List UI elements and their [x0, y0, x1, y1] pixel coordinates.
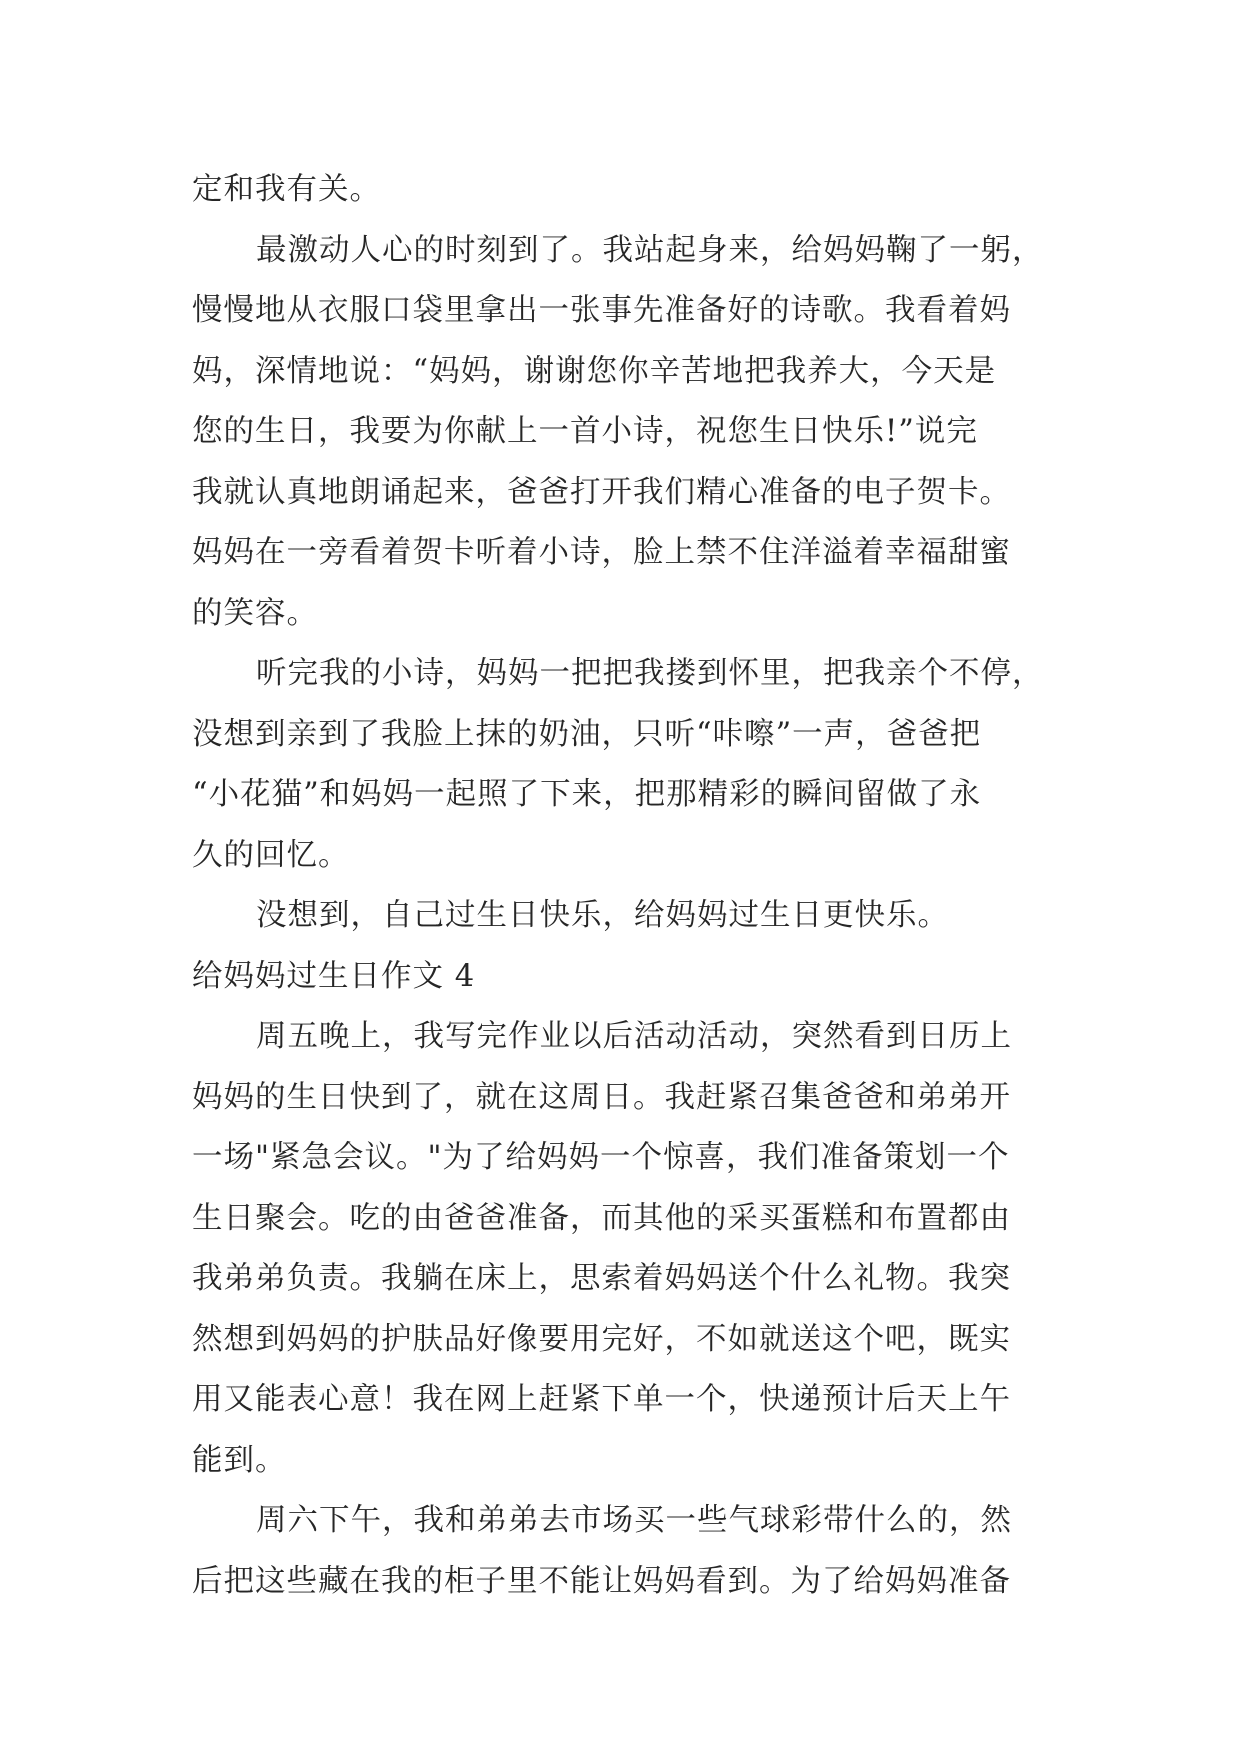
text-line: 妈，深情地说：“妈妈，谢谢您你辛苦地把我养大，今天是 — [192, 353, 997, 389]
text-line: 用又能表心意！我在网上赶紧下单一个，快递预计后天上午 — [192, 1382, 1011, 1417]
paragraph-start: 周五晚上，我写完作业以后活动活动，突然看到日历上 — [256, 1019, 1012, 1054]
text-line: 慢慢地从衣服口袋里拿出一张事先准备好的诗歌。我看着妈 — [192, 293, 1011, 328]
text-line: 的笑容。 — [192, 595, 318, 631]
section-heading: 给妈妈过生日作文 4 — [192, 958, 476, 994]
text-line: 久的回忆。 — [192, 837, 350, 873]
text-line: 没想到亲到了我脸上抹的奶油，只听“咔嚓”一声，爸爸把 — [192, 716, 982, 752]
text-line: 能到。 — [192, 1442, 287, 1478]
paragraph-start: 周六下午，我和弟弟去市场买一些气球彩带什么的，然 — [256, 1503, 1012, 1538]
text-line: 生日聚会。吃的由爸爸准备，而其他的采买蛋糕和布置都由 — [192, 1200, 1011, 1236]
document-body — [192, 160, 1062, 1612]
text-line: 一场"紧急会议。"为了给妈妈一个惊喜，我们准备策划一个 — [192, 1140, 1010, 1175]
paragraph-start: 最激动人心的时刻到了。我站起身来，给妈妈鞠了一躬， — [256, 232, 1044, 268]
text-line: 后把这些藏在我的柜子里不能让妈妈看到。为了给妈妈准备 — [192, 1563, 1011, 1599]
text-line: “小花猫”和妈妈一起照了下来，把那精彩的瞬间留做了永 — [192, 777, 982, 812]
text-line: 妈妈在一旁看着贺卡听着小诗，脸上禁不住洋溢着幸福甜蜜 — [192, 535, 1011, 570]
text-line: 定和我有关。 — [192, 172, 381, 207]
paragraph-start: 没想到，自己过生日快乐，给妈妈过生日更快乐。 — [256, 898, 949, 933]
text-line: 我就认真地朗诵起来，爸爸打开我们精心准备的电子贺卡。 — [192, 474, 1011, 510]
text-line: 然想到妈妈的护肤品好像要用完好，不如就送这个吧，既实 — [192, 1321, 1011, 1357]
text-line: 妈妈的生日快到了，就在这周日。我赶紧召集爸爸和弟弟开 — [192, 1079, 1011, 1115]
paragraph-start: 听完我的小诗，妈妈一把把我搂到怀里，把我亲个不停， — [256, 656, 1044, 691]
text-line: 您的生日，我要为你献上一首小诗，祝您生日快乐!”说完 — [192, 414, 978, 449]
text-line: 我弟弟负责。我躺在床上，思索着妈妈送个什么礼物。我突 — [192, 1261, 1011, 1296]
